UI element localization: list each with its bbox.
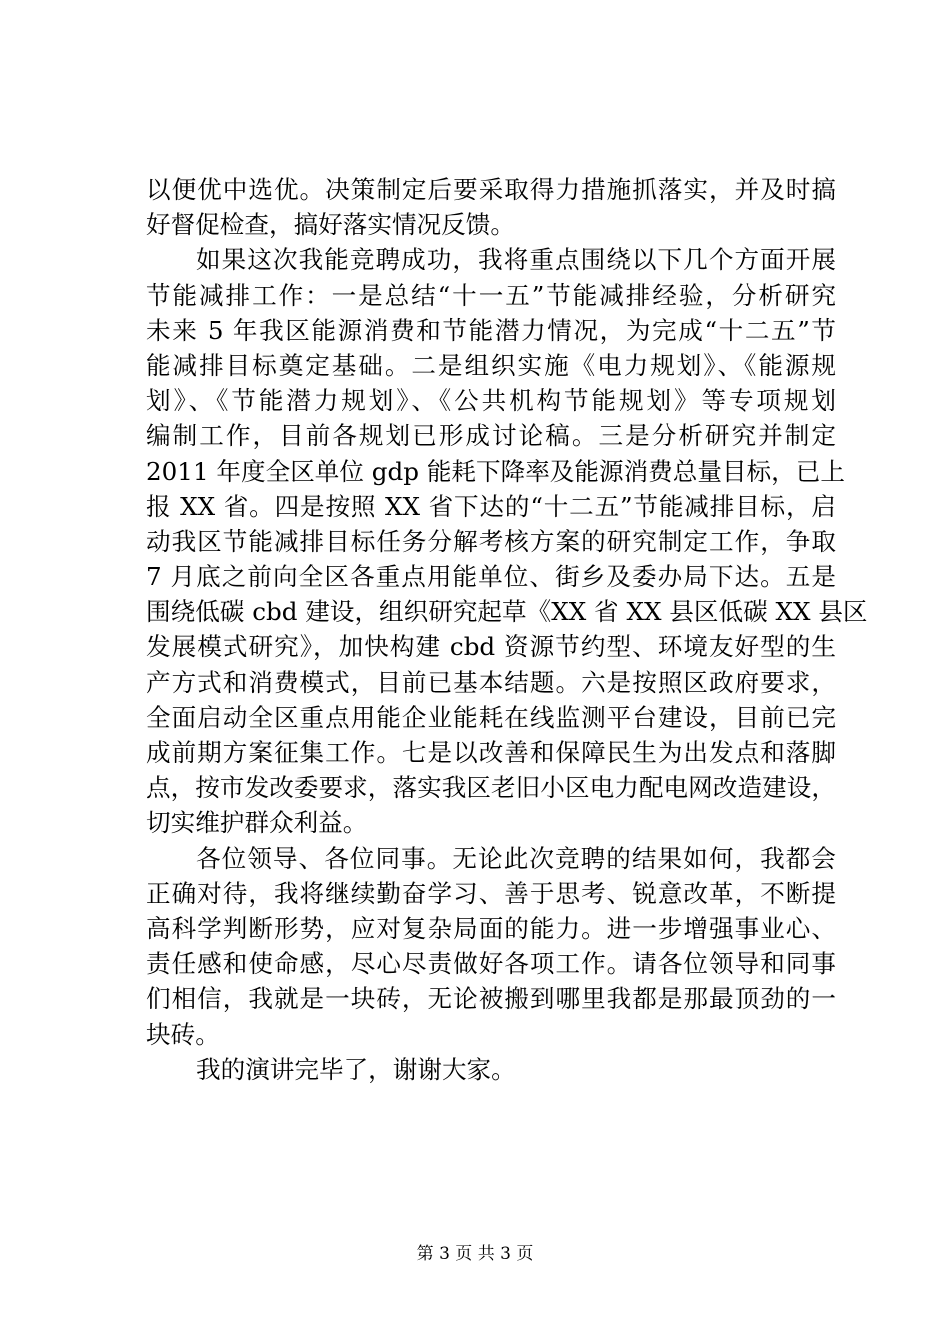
text-line: 7 月底之前向全区各重点用能单位、街乡及委办局下达。五是 [146, 562, 836, 592]
text-line: 好督促检查，搞好落实情况反馈。 [146, 210, 515, 240]
text-line: 全面启动全区重点用能企业能耗在线监测平台建设，目前已完 [146, 702, 836, 732]
document-body [146, 172, 868, 1087]
page-footer: 第 3 页 共 3 页 [416, 1244, 534, 1264]
text-line: 如果这次我能竞聘成功，我将重点围绕以下几个方面开展 [196, 245, 836, 275]
text-line: 报 XX 省。四是按照 XX 省下达的“十二五”节能减排目标，启 [146, 491, 836, 521]
text-line: 高科学判断形势，应对复杂局面的能力。进一步增强事业心、 [146, 913, 836, 943]
text-line: 们相信，我就是一块砖，无论被搬到哪里我都是那最顶劲的一 [146, 984, 836, 1014]
text-line: 产方式和消费模式，目前已基本结题。六是按照区政府要求， [146, 667, 836, 697]
text-line: 点，按市发改委要求，落实我区老旧小区电力配电网改造建设， [146, 773, 836, 803]
text-line: 以便优中选优。决策制定后要采取得力措施抓落实，并及时搞 [146, 175, 836, 204]
text-line: 各位领导、各位同事。无论此次竞聘的结果如何，我都会 [196, 843, 836, 873]
text-line: 未来 5 年我区能源消费和节能潜力情况，为完成“十二五”节 [146, 315, 836, 345]
text-line: 动我区节能减排目标任务分解考核方案的研究制定工作，争取 [146, 526, 836, 556]
text-line: 围绕低碳 cbd 建设，组织研究起草《XX 省 XX 县区低碳 XX 县区 [146, 597, 868, 627]
text-line: 2011 年度全区单位 gdp 能耗下降率及能源消费总量目标，已上 [146, 456, 845, 486]
text-line: 块砖。 [146, 1019, 220, 1049]
text-line: 切实维护群众利益。 [146, 808, 368, 838]
text-line: 正确对待，我将继续勤奋学习、善于思考、锐意改革，不断提 [146, 878, 836, 908]
text-line: 成前期方案征集工作。七是以改善和保障民生为出发点和落脚 [146, 738, 836, 767]
text-line: 能减排目标奠定基础。二是组织实施《电力规划》、《能源规 [146, 350, 836, 380]
text-line: 编制工作，目前各规划已形成讨论稿。三是分析研究并制定 [146, 421, 836, 451]
text-line: 责任感和使命感，尽心尽责做好各项工作。请各位领导和同事 [146, 949, 836, 979]
text-line: 划》、《节能潜力规划》、《公共机构节能规划》等专项规划 [146, 386, 836, 416]
text-line: 节能减排工作：一是总结“十一五”节能减排经验，分析研究 [146, 280, 836, 310]
text-line: 发展模式研究》，加快构建 cbd 资源节约型、环境友好型的生 [146, 632, 836, 662]
text-line: 我的演讲完毕了，谢谢大家。 [196, 1054, 516, 1084]
